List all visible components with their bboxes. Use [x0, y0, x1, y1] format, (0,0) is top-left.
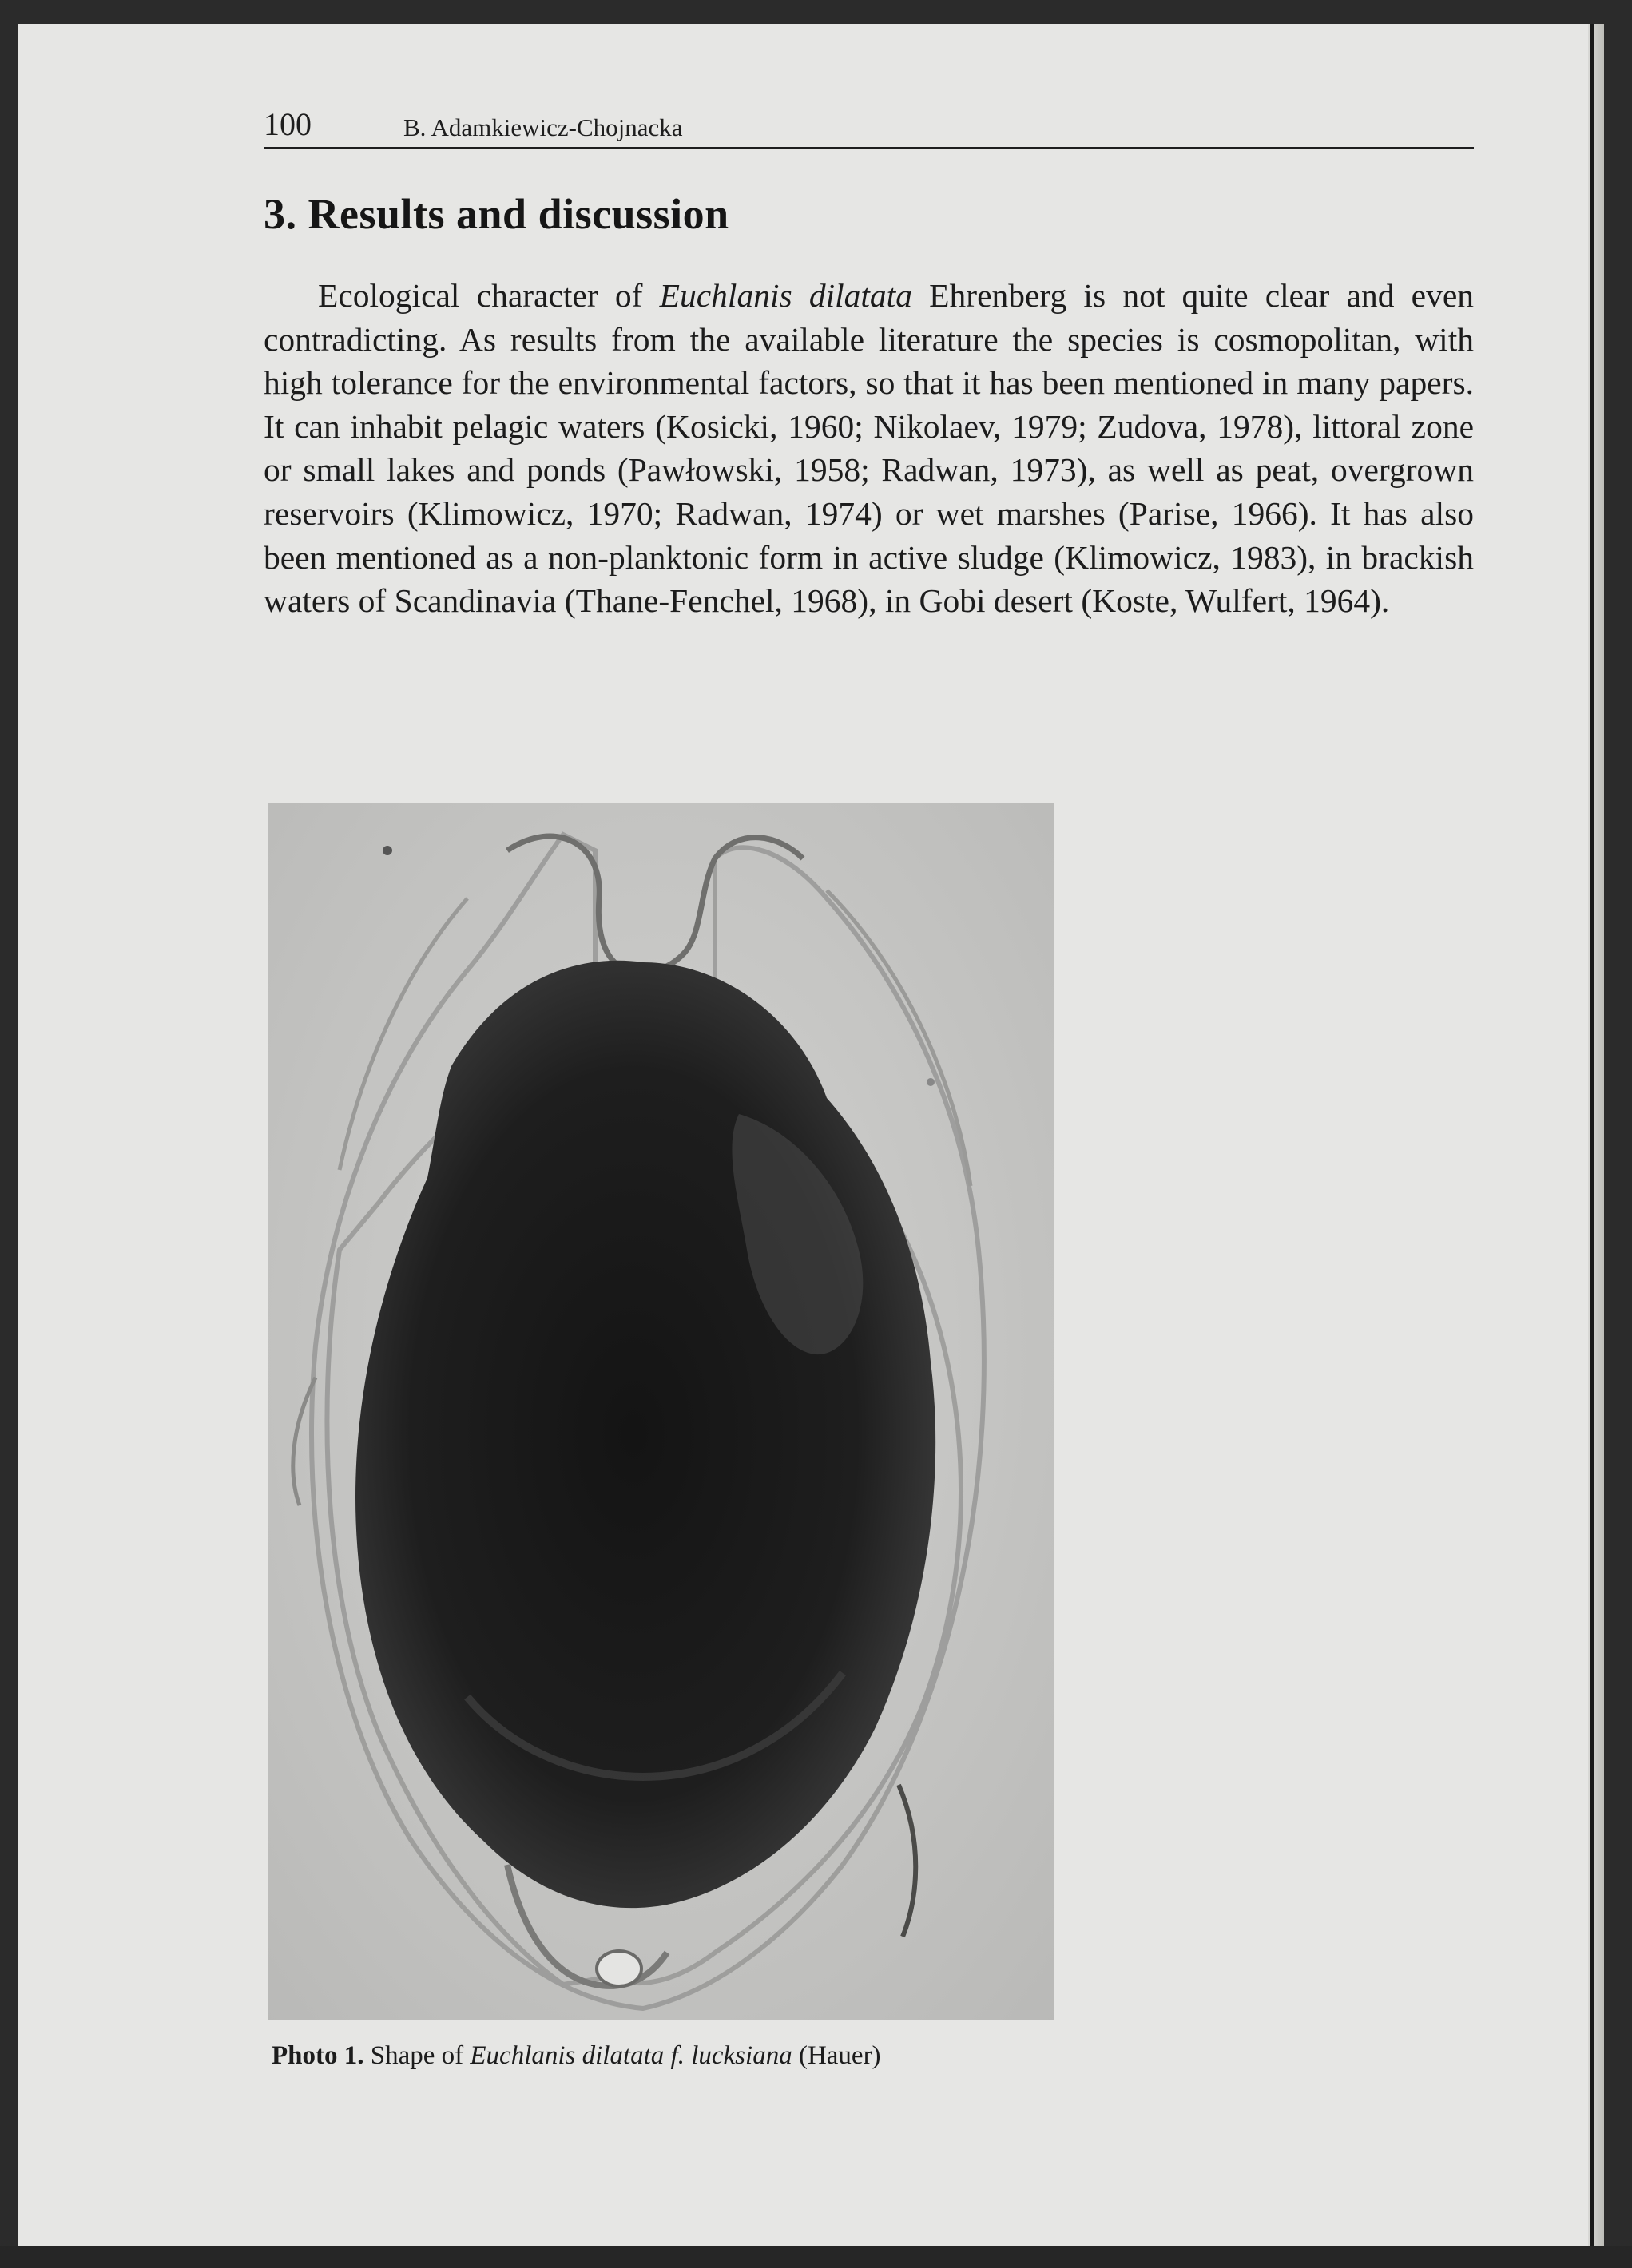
body-paragraph — [264, 274, 1474, 623]
running-head — [264, 104, 1474, 149]
running-head-author: B. Adamkiewicz-Chojnacka — [403, 113, 683, 141]
caption-author: (Hauer) — [792, 2041, 881, 2070]
photo-caption — [272, 2038, 881, 2073]
caption-species: Euchlanis dilatata f. lucksiana — [470, 2041, 792, 2070]
page-number: 100 — [264, 106, 312, 142]
caption-text: Shape of — [363, 2041, 471, 2070]
caption-label: Photo 1. — [272, 2041, 364, 2070]
scan-bottom-border — [0, 2246, 1632, 2268]
paragraph-text-1: Ecological character of — [318, 277, 660, 314]
book-spine-edge — [1590, 24, 1594, 2252]
species-name: Euchlanis dilatata — [659, 277, 912, 314]
section-heading: 3. Results and discussion — [264, 190, 729, 238]
paragraph-text-2: Ehrenberg is not quite clear and even contradicting. As results from the available literature the species is cosmopolitan, with high tolerance for the environmental factors, so that it has been mentioned in many papers. It can inhabit pelagic waters (Kosicki, 1960; Nikolaev, 1979; Zudova, 1978), littoral zone or small lakes and ponds (Pawłowski, 1958; Radwan, 1973), as well as peat, overgrown reservoirs (Klimowicz, 1970; Radwan, 1974) or wet marshes (Parise, 1966). It has also been mentioned as a non-planktonic form in active sludge (Klimowicz, 1983), in brackish waters of Scandinavia (Thane-Fenchel, 1968), in Gobi desert (Koste, Wulfert, 1964). — [264, 277, 1474, 620]
rotifer-photo — [268, 803, 1054, 2020]
rotifer-micrograph — [268, 803, 1054, 2020]
